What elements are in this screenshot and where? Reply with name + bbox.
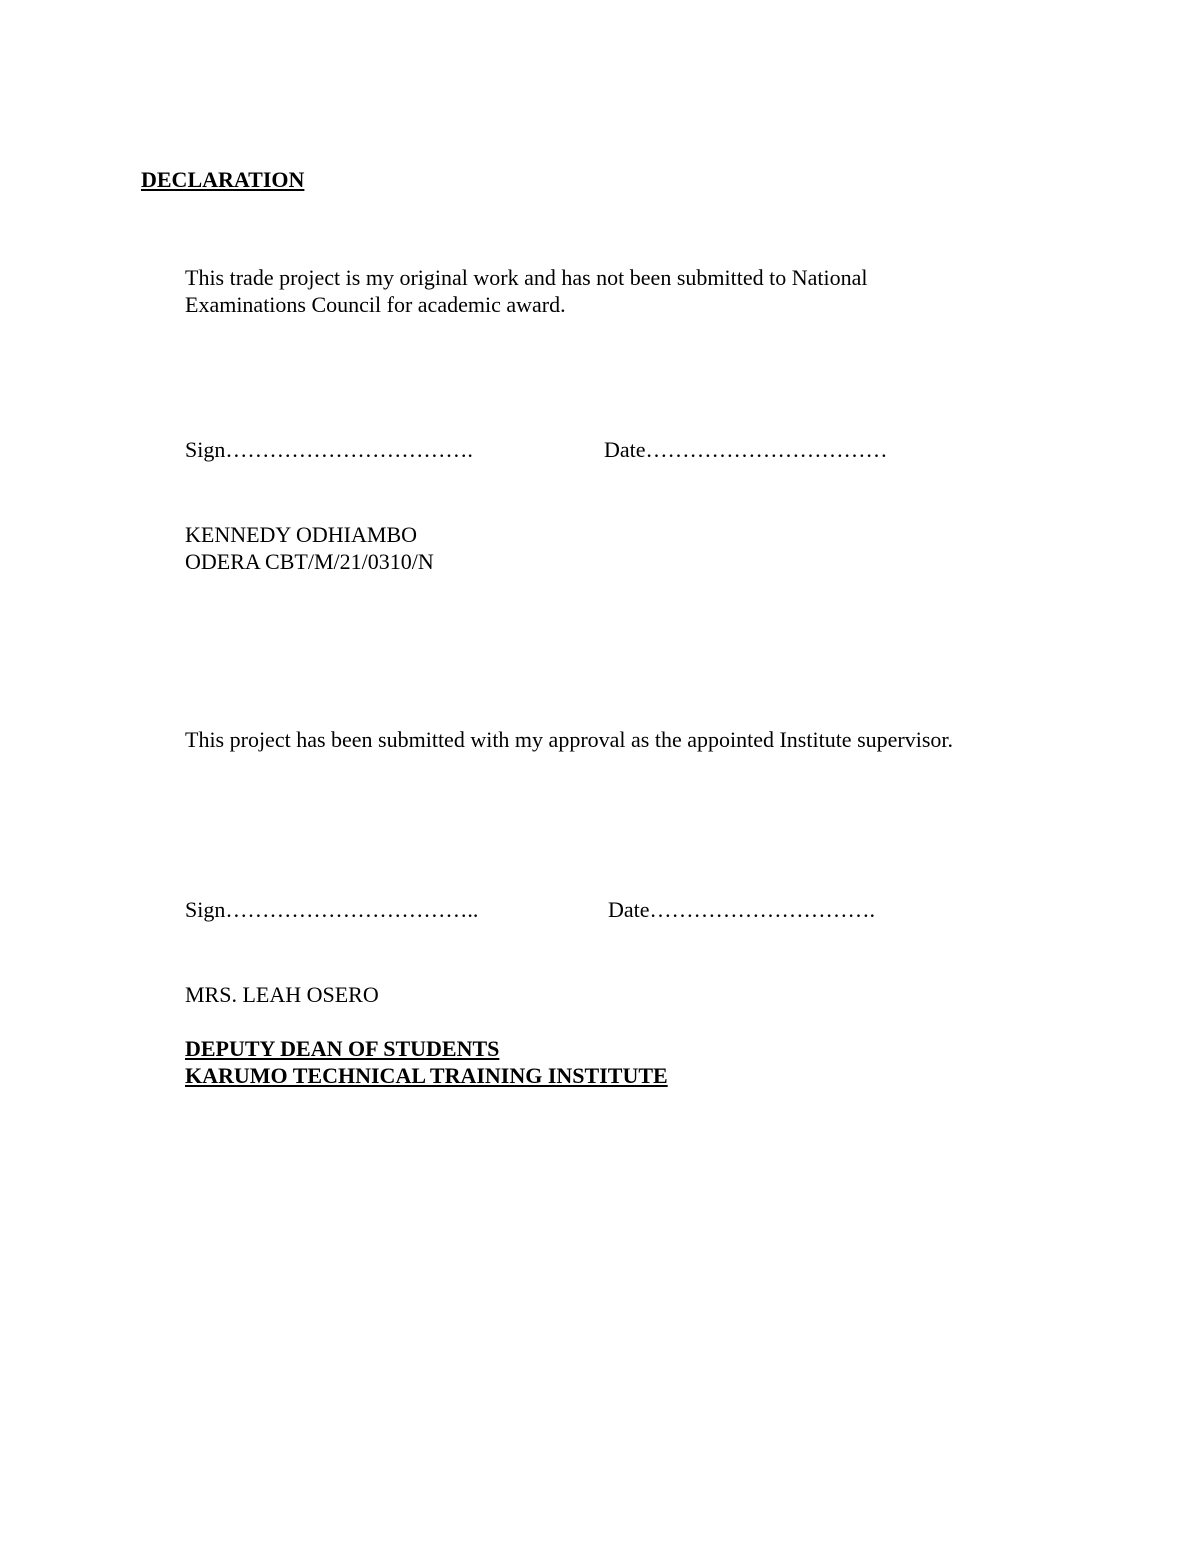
student-name: KENNEDY ODHIAMBO bbox=[185, 522, 417, 547]
student-name-and-reg: ODERA CBT/M/21/0310/N bbox=[185, 549, 434, 574]
supervisor-sign-line: Sign…………………………….. bbox=[185, 897, 479, 922]
supervisor-statement: This project has been submitted with my approval as the appointed Institute supervisor. bbox=[185, 727, 954, 752]
supervisor-name: MRS. LEAH OSERO bbox=[185, 982, 379, 1007]
declaration-heading: DECLARATION bbox=[141, 167, 305, 192]
student-statement-line1: This trade project is my original work and has not been submitted to National bbox=[185, 265, 868, 290]
supervisor-date-line: Date…………………………. bbox=[608, 897, 876, 922]
student-date-line: Date…………………………… bbox=[604, 437, 888, 462]
student-statement-line2: Examinations Council for academic award. bbox=[185, 292, 566, 317]
institute-name: KARUMO TECHNICAL TRAINING INSTITUTE bbox=[185, 1063, 668, 1088]
supervisor-title: DEPUTY DEAN OF STUDENTS bbox=[185, 1036, 500, 1061]
student-sign-line: Sign……………………………. bbox=[185, 437, 473, 462]
